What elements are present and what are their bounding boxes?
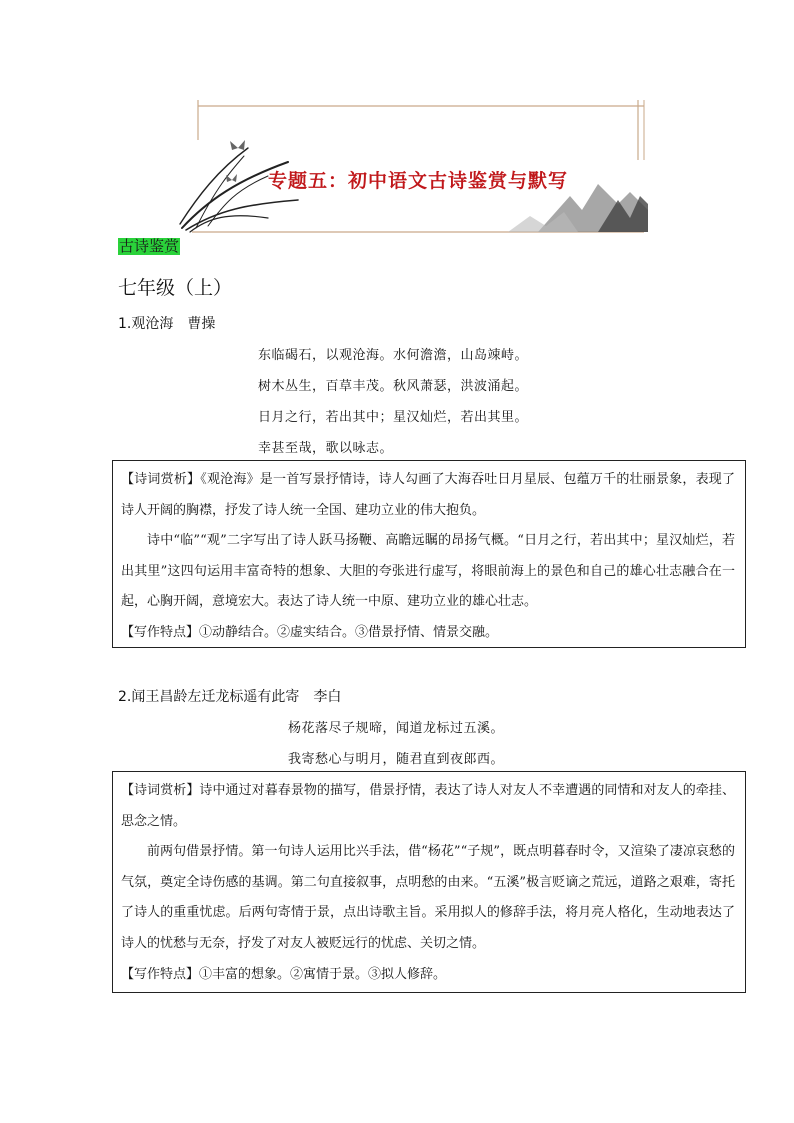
features-label: 【写作特点】 xyxy=(121,966,200,982)
poem-verse: 我寄愁心与明月，随君直到夜郎西。 xyxy=(288,752,505,767)
appreciation-text: 诗中通过对暮春景物的描写，借景抒情，表达了诗人对友人不幸遭遇的同情和对友人的牵挂、思念之情。 xyxy=(121,783,735,829)
title-banner xyxy=(178,100,648,242)
appreciation-text: 前两句借景抒情。第一句诗人运用比兴手法，借“杨花”“子规”，既点明暮春时令，又渲染了凄凉哀愁的气氛，奠定全诗伤感的基调。第二句直接叙事，点明愁的由来。“五溪”极言贬谪之荒远，道路之艰难，寄托了诗人的重重忧虑。后两句寄情于景，点出诗歌主旨。采用拟人的修辞手法，将月亮人格化，生动地表达了诗人的忧愁与无奈，抒发了对友人被贬远行的忧虑、关切之情。 xyxy=(121,844,735,951)
poem-title: 1.观沧海 曹操 xyxy=(118,316,216,332)
poem-verse: 日月之行，若出其中；星汉灿烂，若出其里。 xyxy=(258,410,529,425)
features-label: 【写作特点】 xyxy=(121,624,200,640)
grade-heading: 七年级（上） xyxy=(118,277,233,299)
section-tag: 古诗鉴赏 xyxy=(119,237,180,255)
appreciation-label: 【诗词赏析】 xyxy=(121,472,201,487)
appreciation-box xyxy=(112,771,746,993)
appreciation-label: 【诗词赏析】 xyxy=(121,783,200,798)
poem-verse: 树木丛生，百草丰茂。秋风萧瑟，洪波涌起。 xyxy=(258,379,529,394)
page-title: 专题五：初中语文古诗鉴赏与默写 xyxy=(268,170,569,192)
features-text: ①丰富的想象。②寓情于景。③拟人修辞。 xyxy=(199,966,447,982)
poem-verse: 杨花落尽子规啼，闻道龙标过五溪。 xyxy=(288,721,505,736)
poem-verse: 幸甚至哉，歌以咏志。 xyxy=(258,441,394,456)
appreciation-text: 诗中“临”“观”二字写出了诗人跃马扬鞭、高瞻远瞩的昂扬气概。“日月之行，若出其中；星汉灿烂，若出其里”这四句运用丰富奇特的想象、大胆的夸张进行虚写，将眼前海上的景色和自己的雄心壮志融合在一起，心胸开阔，意境宏大。表达了诗人统一中原、建功立业的雄心壮志。 xyxy=(121,533,735,610)
features-text: ①动静结合。②虚实结合。③借景抒情、情景交融。 xyxy=(199,624,499,640)
appreciation-box xyxy=(112,460,746,648)
poem-verse: 东临碣石，以观沧海。水何澹澹，山岛竦峙。 xyxy=(258,348,529,363)
poem-title: 2.闻王昌龄左迁龙标遥有此寄 李白 xyxy=(118,689,342,705)
appreciation-text: 《观沧海》是一首写景抒情诗，诗人勾画了大海吞吐日月星辰、包蕴万千的壮丽景象，表现了诗人开阔的胸襟，抒发了诗人统一全国、建功立业的伟大抱负。 xyxy=(121,472,735,518)
